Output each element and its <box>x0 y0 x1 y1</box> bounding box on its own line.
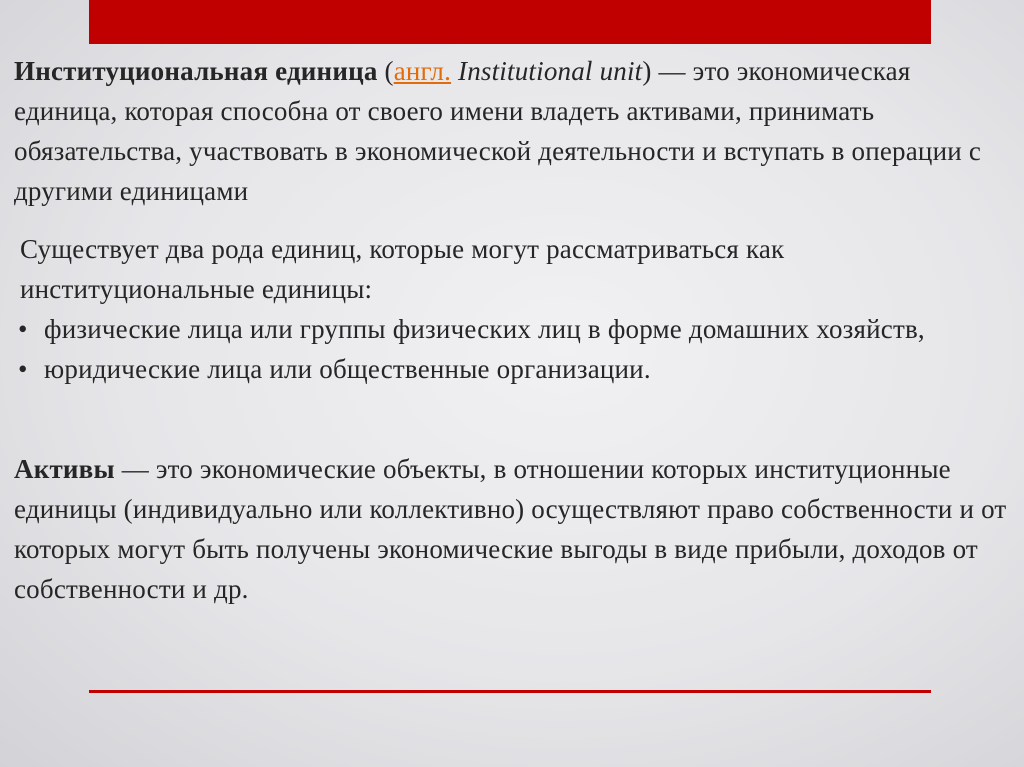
definition-text: ) — это экономическая единица, которая способна от своего имени владеть активами, принимать обязательства, участвовать в экономической деятельности и вступать в операции с другими единицами <box>14 56 982 206</box>
bullet-marker: • <box>18 354 28 384</box>
kinds-section <box>14 229 1014 389</box>
list-item <box>14 349 1014 389</box>
top-accent-bar <box>89 0 931 44</box>
definition-paragraph <box>14 51 1014 211</box>
assets-term: Активы <box>14 454 115 484</box>
definition-term: Институциональная единица <box>14 56 378 86</box>
list-item-text: физические лица или группы физических лиц в форме домашних хозяйств, <box>44 314 925 344</box>
list-item <box>14 309 1014 349</box>
assets-text: — это экономические объекты, в отношении которых институционные единицы (индивидуально или коллективно) осуществляют право собственности и от которых могут быть получены экономические выгоды в виде прибыли, доходов от собственности и др. <box>14 454 1007 604</box>
kinds-intro: Существует два рода единиц, которые могут рассматриваться как институциональные единицы: <box>20 234 785 304</box>
list-item-text: юридические лица или общественные организации. <box>44 354 651 384</box>
kinds-list <box>14 309 1014 389</box>
assets-paragraph <box>14 449 1014 609</box>
language-link[interactable]: англ. <box>393 56 452 86</box>
bullet-marker: • <box>18 314 28 344</box>
bottom-divider <box>89 690 931 693</box>
foreign-term: Institutional unit <box>451 56 643 86</box>
paren-open: ( <box>377 56 394 86</box>
